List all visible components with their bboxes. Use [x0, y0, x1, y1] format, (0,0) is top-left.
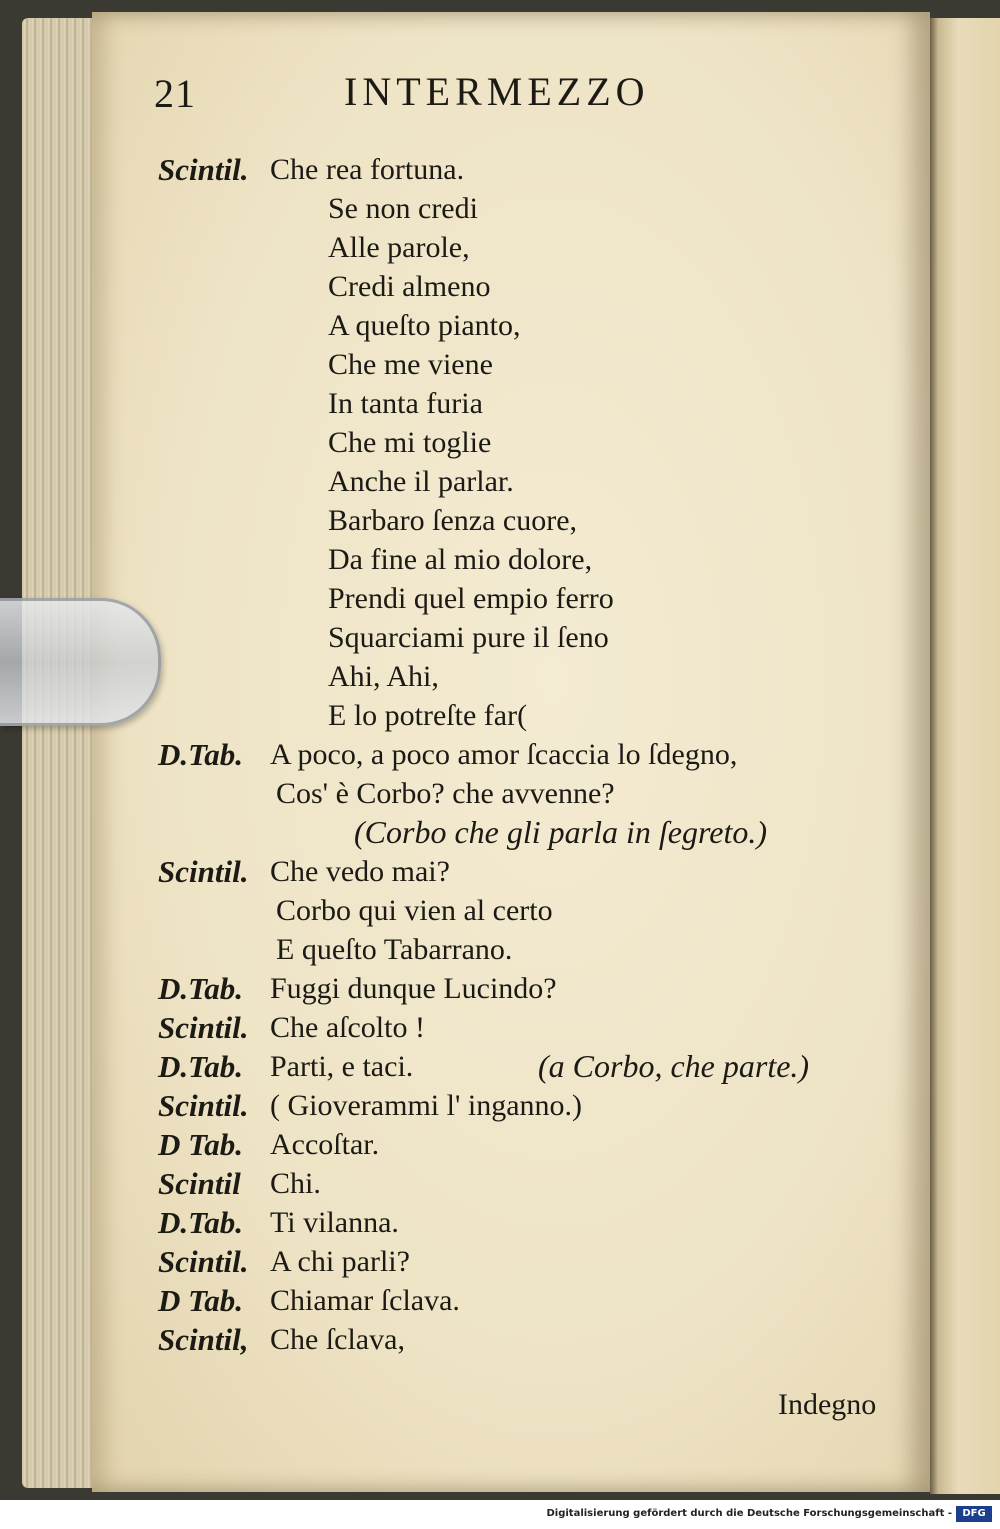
- verse-line: Prendi quel empio ferro: [328, 582, 614, 615]
- page-header: [92, 64, 930, 124]
- speech-text: Chiamar ſclava.: [270, 1284, 460, 1317]
- verse-line: Cos' è Corbo? che avvenne?: [276, 777, 615, 810]
- dialogue-line: [92, 930, 930, 969]
- verse-line: Anche il parlar.: [328, 465, 514, 498]
- speech-text: Parti, e taci.: [270, 1050, 414, 1083]
- speaker-name: D.Tab.: [158, 971, 243, 1006]
- dialogue-line: [92, 696, 930, 735]
- verse-line: Squarciami pure il ſeno: [328, 621, 609, 654]
- speaker-name: D Tab.: [158, 1283, 243, 1318]
- dialogue-line: [92, 852, 930, 891]
- dialogue-line: [92, 462, 930, 501]
- verse-line: Da fine al mio dolore,: [328, 543, 593, 576]
- verse-line: Corbo qui vien al certo: [276, 894, 553, 927]
- verse-line: Barbaro ſenza cuore,: [328, 504, 578, 537]
- dfg-logo: DFG: [956, 1506, 992, 1522]
- speech-text: Ti vilanna.: [270, 1206, 399, 1239]
- page-number: 21: [154, 71, 196, 116]
- dialogue-line: [92, 423, 930, 462]
- page-clip: [0, 598, 161, 726]
- speaker-name: D.Tab.: [158, 1205, 243, 1240]
- speech-text: Chi.: [270, 1167, 321, 1200]
- dialogue-line: [92, 267, 930, 306]
- speech-text: Che vedo mai?: [270, 855, 450, 888]
- dialogue-line: [92, 813, 930, 852]
- dialogue-line: [92, 1320, 930, 1359]
- speech-text: A poco, a poco amor ſcaccia lo ſdegno,: [270, 738, 738, 771]
- dialogue-line: [92, 618, 930, 657]
- verse-line: Che mi toglie: [328, 426, 492, 459]
- speech-text: Che ſclava,: [270, 1323, 405, 1356]
- facing-page: [930, 18, 1000, 1494]
- dialogue-line: [92, 657, 930, 696]
- dialogue-line: [92, 969, 930, 1008]
- dialogue-line: [92, 1281, 930, 1320]
- speaker-name: Scintil: [158, 1166, 241, 1201]
- dialogue-line: [92, 150, 930, 189]
- speaker-name: Scintil.: [158, 854, 249, 889]
- dialogue-line: [92, 1008, 930, 1047]
- verse-line: E lo potreſte far(: [328, 699, 528, 732]
- dialogue-line: [92, 540, 930, 579]
- speech-text: Accoſtar.: [270, 1128, 380, 1161]
- verse-line: Ahi, Ahi,: [328, 660, 439, 693]
- speech-text: A chi parli?: [270, 1245, 410, 1278]
- dialogue-line: [92, 1125, 930, 1164]
- speaker-name: Scintil.: [158, 1010, 249, 1045]
- speaker-name: Scintil.: [158, 1088, 249, 1123]
- dialogue-text: [92, 150, 930, 1359]
- dialogue-line: [92, 1086, 930, 1125]
- footer-credit: Digitalisierung gefördert durch die Deutsche Forschungsgemeinschaft -: [546, 1508, 952, 1519]
- verse-line: In tanta furia: [328, 387, 483, 420]
- dialogue-line: [92, 306, 930, 345]
- running-title: INTERMEZZO: [344, 69, 650, 114]
- dialogue-line: [92, 501, 930, 540]
- dialogue-line: [92, 189, 930, 228]
- speaker-name: Scintil.: [158, 1244, 249, 1279]
- dialogue-line: [92, 774, 930, 813]
- verse-line: Credi almeno: [328, 270, 491, 303]
- page: [92, 12, 930, 1492]
- dialogue-line: [92, 345, 930, 384]
- dialogue-line: [92, 579, 930, 618]
- dialogue-line: [92, 891, 930, 930]
- dialogue-line: [92, 384, 930, 423]
- dialogue-line: [92, 1242, 930, 1281]
- speech-text: Che rea fortuna.: [270, 153, 465, 186]
- speaker-name: D.Tab.: [158, 737, 243, 772]
- speech-text: Che aſcolto !: [270, 1011, 425, 1044]
- verse-line: Che me viene: [328, 348, 493, 381]
- speaker-name: D.Tab.: [158, 1049, 243, 1084]
- speaker-name: D Tab.: [158, 1127, 243, 1162]
- verse-line: E queſto Tabarrano.: [276, 933, 513, 966]
- dialogue-line: [92, 1047, 930, 1086]
- stage-direction: (a Corbo, che parte.): [538, 1048, 810, 1084]
- dialogue-line: [92, 1203, 930, 1242]
- footer-bar: [0, 1500, 1000, 1529]
- speech-text: Fuggi dunque Lucindo?: [270, 972, 557, 1005]
- verse-line: A queſto pianto,: [328, 309, 521, 342]
- verse-line: Alle parole,: [328, 231, 470, 264]
- catchword: Indegno: [778, 1388, 877, 1421]
- stage-direction: (Corbo che gli parla in ſegreto.): [354, 814, 767, 850]
- speaker-name: Scintil,: [158, 1322, 249, 1357]
- speaker-name: Scintil.: [158, 152, 249, 187]
- speech-text: ( Gioverammi l' inganno.): [270, 1089, 582, 1122]
- dialogue-line: [92, 735, 930, 774]
- dialogue-line: [92, 228, 930, 267]
- verse-line: Se non credi: [328, 192, 478, 225]
- dialogue-line: [92, 1164, 930, 1203]
